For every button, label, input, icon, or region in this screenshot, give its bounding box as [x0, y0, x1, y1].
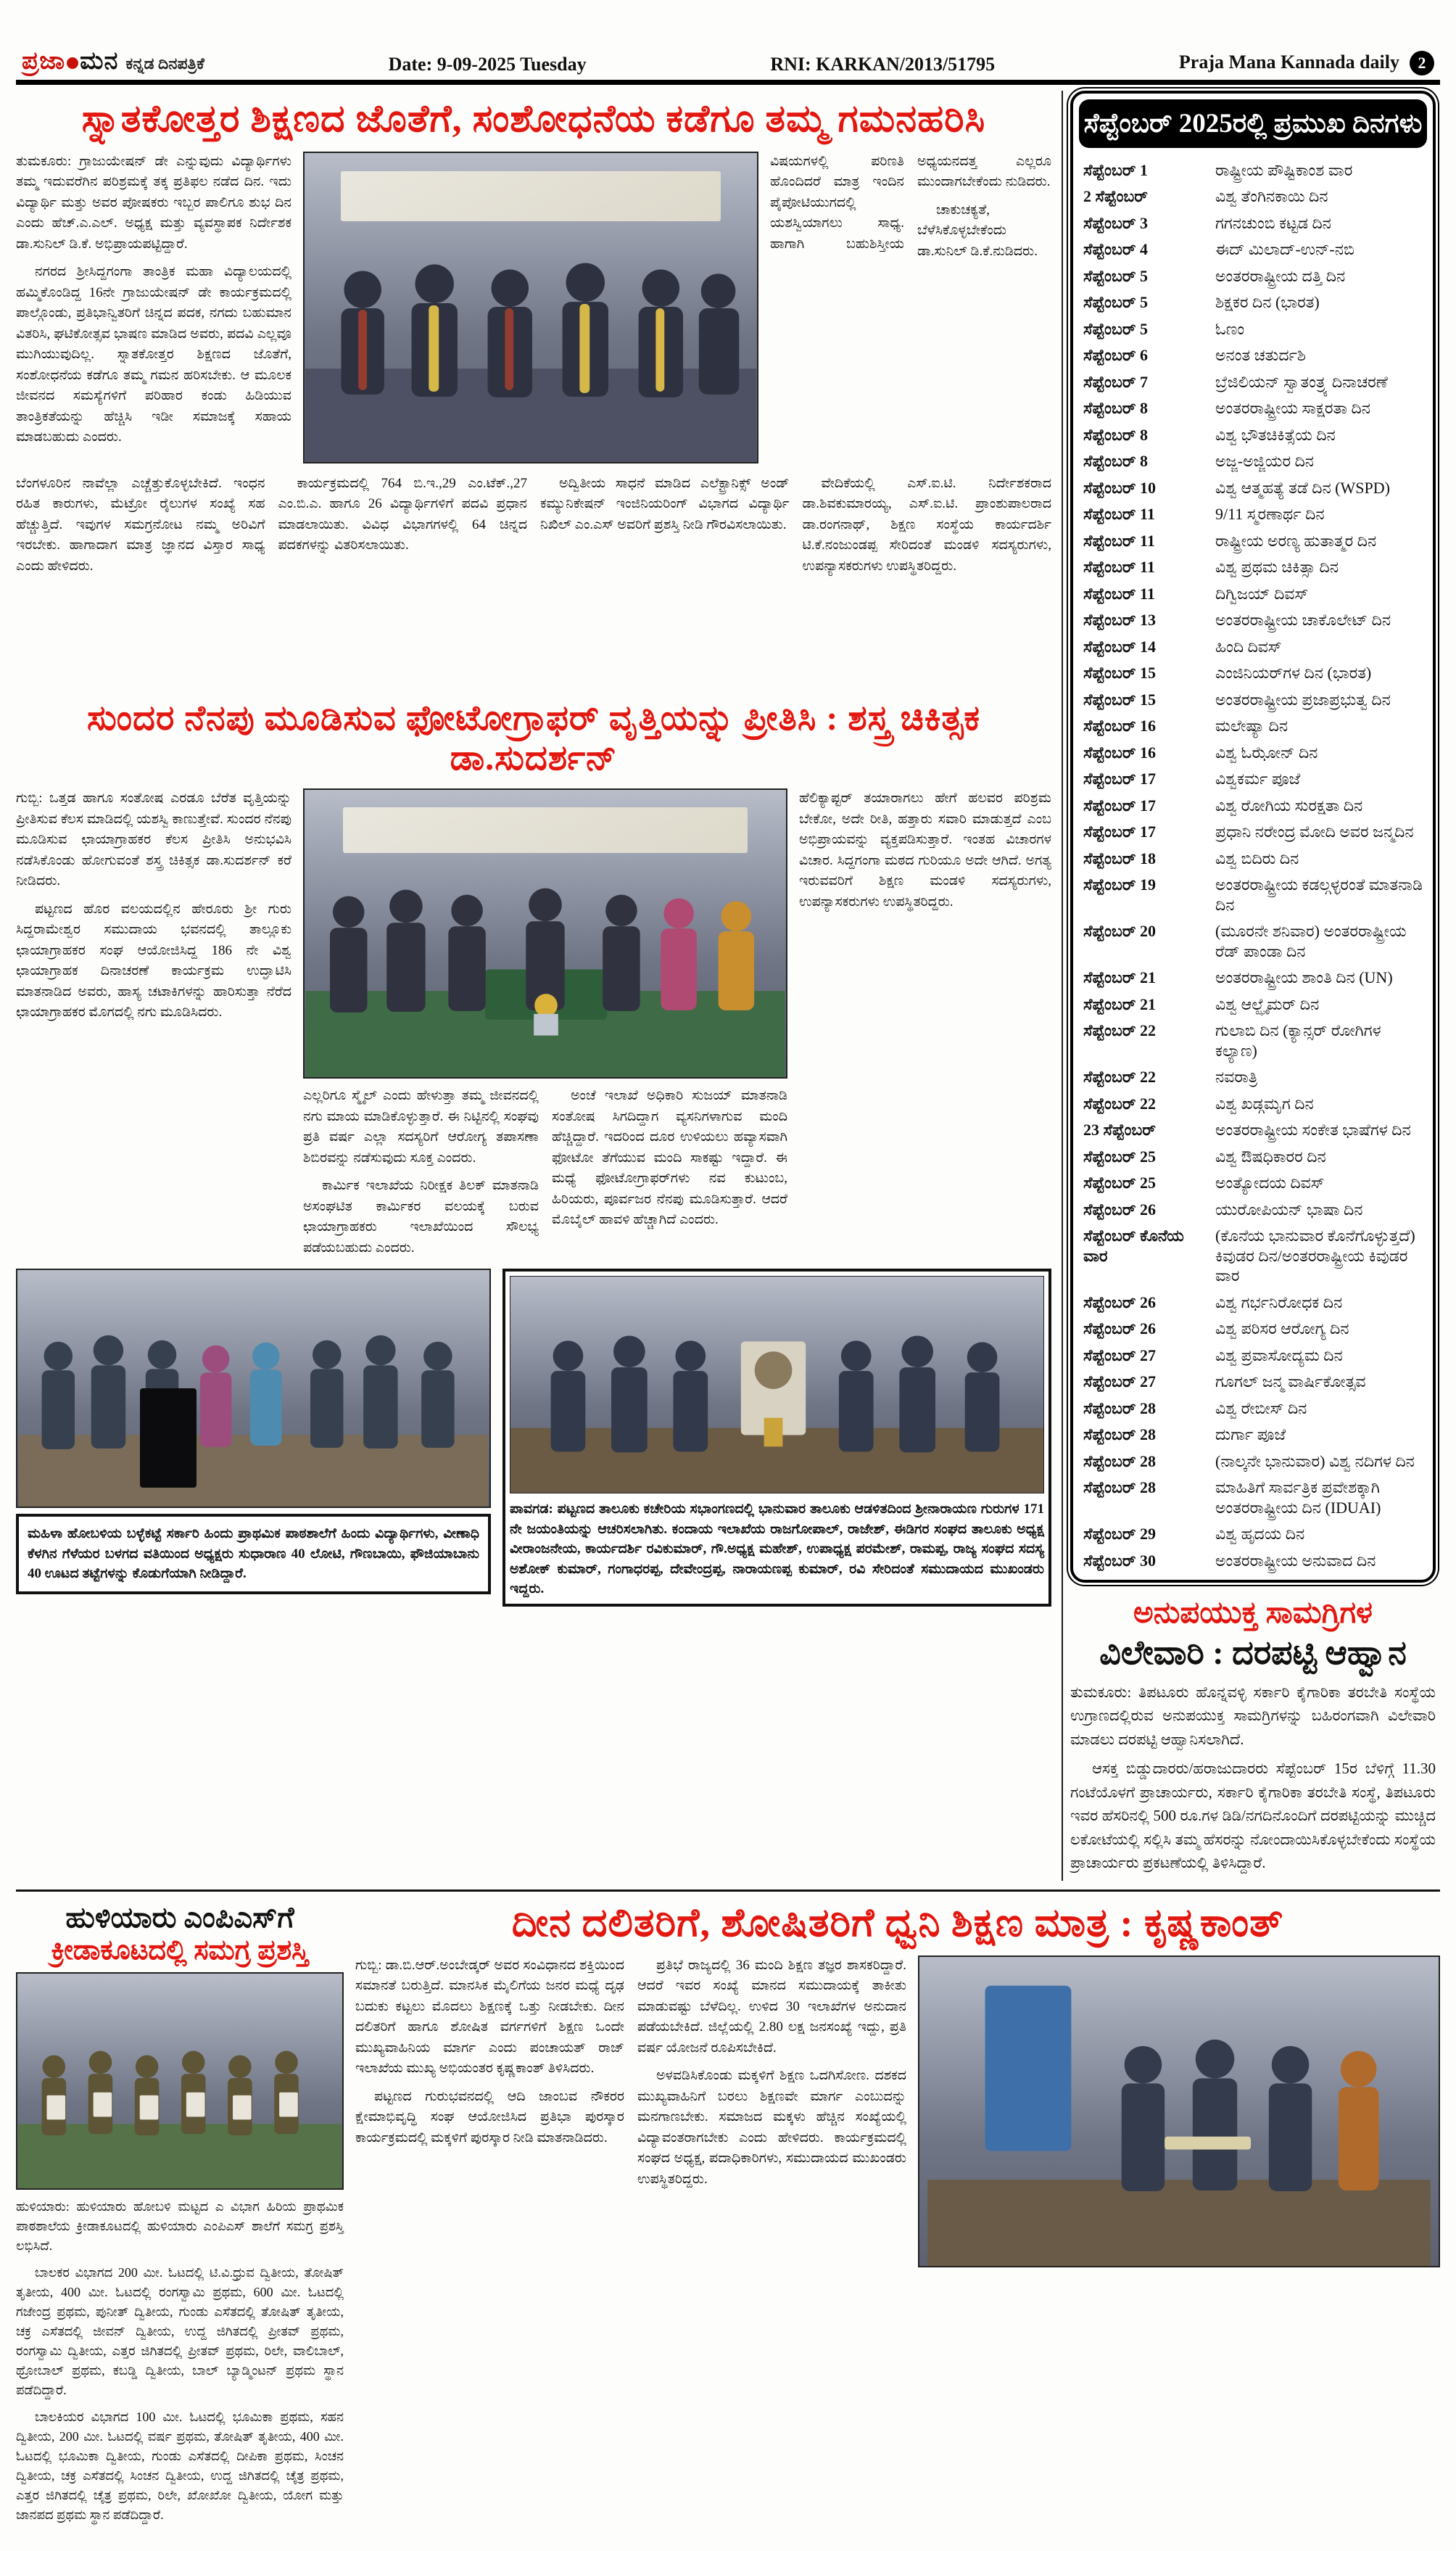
- event-name: ವಿಶ್ವಕರ್ಮ ಪೂಜೆ: [1215, 770, 1301, 788]
- event-row: [1079, 263, 1427, 289]
- logo-part1: ಪ್ರಜಾ: [22, 48, 66, 75]
- speaker-box: [140, 1388, 197, 1488]
- event-row: [1079, 1064, 1427, 1091]
- jayanti-photo-figures: [510, 1277, 1043, 1493]
- article-education-speech: [355, 1900, 1440, 2532]
- article1-body-row: [16, 152, 1051, 463]
- event-name: ದುರ್ಗಾ ಪೂಜೆ: [1215, 1425, 1286, 1443]
- event-row: [1079, 1521, 1427, 1548]
- event-name: ಪ್ರಧಾನಿ ನರೇಂದ್ರ ಮೋದಿ ಅವರ ಜನ್ಮದಿನ: [1215, 823, 1414, 841]
- body-paragraph: ವೇದಿಕೆಯಲ್ಲಿ ಎಸ್.ಐ.ಟಿ. ನಿರ್ದೇಶಕರಾದ ಡಾ.ಶಿವಕುಮಾರಯ್ಯ, ಎಸ್.ಐ.ಟಿ. ಪ್ರಾಂಶುಪಾಲರಾದ ಡಾ.ರಂಗನಾಥ್, ಶಿಕ್ಷಣ ಸಂಸ್ಥೆಯ ಕಾರ್ಯದರ್ಶಿ ಟಿ.ಕೆ.ನಂಜುಂಡಪ್ಪ ಸೇರಿದಂತೆ ಮಂಡಳಿ ಸದಸ್ಯರುಗಳು, ಉಪನ್ಯಾಸಕರುಗಳು ಉಪಸ್ಥಿತರಿದ್ದರು.: [802, 475, 1051, 574]
- event-name: ದಿಗ್ವಿಜಯ್ ದಿವಸ್: [1215, 584, 1309, 603]
- event-name: ವಿಶ್ವ ಪ್ರಥಮ ಚಿಕಿತ್ಸಾ ದಿನ: [1215, 558, 1339, 576]
- event-row: [1079, 766, 1427, 793]
- event-date: 2 ಸೆಪ್ಟೆಂಬರ್: [1083, 187, 1149, 205]
- event-row: [1079, 395, 1427, 422]
- event-date: ಸೆಪ್ಟೆಂಬರ್ 11: [1083, 505, 1155, 523]
- tender-headline-black: ವಿಲೇವಾರಿ : ದರಪಟ್ಟಿ ಆಹ್ವಾನ: [1099, 1633, 1407, 1671]
- event-name: ಅಂತರರಾಷ್ಟ್ರೀಯ ಸಾಕ್ಷರತಾ ದಿನ: [1215, 399, 1370, 417]
- sports-headline-line1: ಹುಳಿಯಾರು ಎಂಪಿಎಸ್‌ಗೆ: [65, 1900, 294, 1934]
- ceremony-photo-figures: [919, 1957, 1439, 2266]
- event-name: ವಿಶ್ವ ಖಡ್ಗಮೃಗ ದಿನ: [1215, 1094, 1314, 1113]
- event-name: ಅಂತರರಾಷ್ಟ್ರೀಯ ಕಡಲ್ಗಳ್ಳರಂತೆ ಮಾತನಾಡಿ ದಿನ: [1215, 875, 1423, 914]
- event-date: ಸೆಪ್ಟೆಂಬರ್ 27: [1083, 1345, 1157, 1364]
- event-name: (ಮೂರನೇ ಶನಿವಾರ) ಅಂತರರಾಷ್ಟ್ರೀಯ ರೆಡ್ ಪಾಂಡಾ ದಿನ: [1215, 922, 1407, 960]
- event-date: ಸೆಪ್ಟೆಂಬರ್ 15: [1083, 690, 1157, 709]
- event-name: ಅಂತ್ಯೋದಯ ದಿವಸ್: [1215, 1174, 1325, 1192]
- article2-below-photo-columns: [303, 1086, 787, 1258]
- event-date: ಸೆಪ್ಟೆಂಬರ್ 8: [1083, 452, 1149, 470]
- body-paragraph: ಪಟ್ಟಣದ ಗುರುಭವನದಲ್ಲಿ ಆದಿ ಜಾಂಬವ ನೌಕರರ ಕ್ಷೇಮಾಭಿವೃದ್ಧಿ ಸಂಘ ಆಯೋಜಿಸಿದ ಪ್ರತಿಭಾ ಪುರಸ್ಕಾರ ಕಾರ್ಯಕ್ರಮದಲ್ಲಿ ಮಕ್ಕಳಿಗೆ ಪುರಸ್ಕಾರ ನೀಡಿ ಮಾತನಾಡಿದರು.: [355, 2088, 624, 2146]
- event-date: ಸೆಪ್ಟೆಂಬರ್ 14: [1083, 637, 1157, 656]
- event-name: ಓಣಂ: [1215, 319, 1245, 338]
- september-days-list: [1079, 157, 1427, 1574]
- page-number-badge: 2: [1410, 51, 1434, 75]
- event-name: ಅಂತರರಾಷ್ಟ್ರೀಯ ಅನುವಾದ ದಿನ: [1215, 1551, 1376, 1570]
- sports-headline-line2: ಕ್ರೀಡಾಕೂಟದಲ್ಲಿ ಸಮಗ್ರ ಪ್ರಶಸ್ತಿ: [51, 1934, 309, 1966]
- article2-col-left: [16, 788, 291, 1258]
- event-row: [1079, 289, 1427, 316]
- event-date: ಸೆಪ್ಟೆಂಬರ್ 28: [1083, 1478, 1157, 1496]
- sports-winners-photo: [16, 1972, 344, 2190]
- event-name: ರಾಷ್ಟ್ರೀಯ ಅರಣ್ಯ ಹುತಾತ್ಮರ ದಿನ: [1215, 531, 1377, 550]
- article2-photo-stack: [303, 788, 787, 1258]
- event-name: ಅಂತರರಾಷ್ಟ್ರೀಯ ಚಾಕೊಲೇಟ್ ದಿನ: [1215, 611, 1391, 629]
- masthead-logo: [22, 48, 204, 75]
- event-name: ವಿಶ್ವ ರೋಗಿಯ ಸುರಕ್ಷತಾ ದಿನ: [1215, 796, 1363, 815]
- logo-subtitle: ಕನ್ನಡ ದಿನಪತ್ರಿಕೆ: [125, 54, 204, 73]
- tender-headline-red: ಅನುಪಯುಕ್ತ ಸಾಮಗ್ರಿಗಳ: [1133, 1596, 1373, 1630]
- article2-col-right: [799, 788, 1051, 1258]
- article-sports-award: [16, 1900, 344, 2532]
- event-row: [1079, 660, 1427, 687]
- page-content: [16, 91, 1440, 1881]
- event-name: ಅನಂತ ಚತುರ್ದಶಿ: [1215, 346, 1306, 364]
- event-date: ಸೆಪ್ಟೆಂಬರ್ 26: [1083, 1293, 1157, 1311]
- article-graduation-day: [16, 98, 1051, 691]
- donation-note-box: [16, 1514, 491, 1594]
- award-ceremony-photo: [918, 1956, 1440, 2267]
- event-row: [1079, 1196, 1427, 1223]
- event-row: [1079, 1448, 1427, 1475]
- graduation-photo-figures: [305, 153, 757, 462]
- event-date: ಸೆಪ್ಟೆಂಬರ್ 10: [1083, 478, 1157, 497]
- event-row: [1079, 448, 1427, 475]
- event-name: ಅಂತರರಾಷ್ಟ್ರೀಯ ದತ್ತಿ ದಿನ: [1215, 266, 1346, 285]
- event-row: [1079, 845, 1427, 872]
- event-name: ರಾಷ್ಟ್ರೀಯ ಪೌಷ್ಟಿಕಾಂಶ ವಾರ: [1215, 160, 1353, 179]
- event-name: ವಿಶ್ವ ಭೌತಚಿಕಿತ್ಸೆಯ ದಿನ: [1215, 425, 1336, 444]
- event-row: [1079, 872, 1427, 918]
- event-date: ಸೆಪ್ಟೆಂಬರ್ 4: [1083, 240, 1149, 258]
- body-paragraph: ಚಾಕುಚಕ್ಯತೆ, ಬೆಳೆಸಿಕೊಳ್ಳಬೇಕೆಂದು ಡಾ.ಸುನಿಲ್ ಡಿ.ಕೆ.ನುಡಿದರು.: [917, 202, 1038, 259]
- event-row: [1079, 1342, 1427, 1369]
- event-row: [1079, 1170, 1427, 1197]
- body-paragraph: ಹುಳಿಯಾರು: ಹುಳಿಯಾರು ಹೋಬಳಿ ಮಟ್ಟದ ಎ ವಿಭಾಗ ಹಿರಿಯ ಪ್ರಾಥಮಿಕ ಪಾಠಶಾಲೆಯ ಕ್ರೀಡಾಕೂಟದಲ್ಲಿ ಹುಳಿಯಾರು ಎಂಪಿಎಸ್ ಶಾಲೆಗೆ ಸಮಗ್ರ ಪ್ರಶಸ್ತಿ ಲಭಿಸಿದೆ.: [16, 2198, 344, 2253]
- body-paragraph: ನಗರದ ಶ್ರೀಸಿದ್ದಗಂಗಾ ತಾಂತ್ರಿಕ ಮಹಾ ವಿದ್ಯಾಲಯದಲ್ಲಿ ಹಮ್ಮಿಕೊಂಡಿದ್ದ 16ನೇ ಗ್ರಾಜುಯೇಷನ್ ಡೇ ಕಾರ್ಯಕ್ರಮದಲ್ಲಿ ಪಾಲ್ಗೊಂಡು, ಪ್ರತಿಭಾನ್ವಿತರಿಗೆ ಚಿನ್ನದ ಪದಕ, ನಗದು ಬಹುಮಾನ ವಿತರಿಸಿ, ಘಟಿಕೋತ್ಸವ ಭಾಷಣ ಮಾಡಿದ ಅವರು, ಪದವಿ ಎಲ್ಲವೂ ಮುಗಿಯುವುದಿಲ್ಲ. ಸ್ನಾತಕೋತ್ತರ ಶಿಕ್ಷಣದ ಜೊತೆಗೆ, ಸಂಶೋಧನೆಯ ಕಡೆಗೂ ತಮ್ಮ ಗಮನ ಹರಿಸಬೇಕು. ಆ ಮೂಲಕ ಜೀವನದ ಸಮಸ್ಯೆಗಳಿಗೆ ಪರಿಹಾರ ಕಂಡು ಹಿಡಿಯುವ ತಾಂತ್ರಿಕತೆಯನ್ನು ಹೆಚ್ಚಿಸಿ ಇಡೀ ಸಮಾಜಕ್ಕೆ ಸಹಾಯ ಮಾಡಬಹುದು ಎಂದರು.: [16, 264, 291, 445]
- event-name: ಗುಲಾಬಿ ದಿನ (ಕ್ಯಾನ್ಸರ್ ರೋಗಿಗಳ ಕಲ್ಯಾಣ): [1215, 1021, 1381, 1060]
- event-date: ಸೆಪ್ಟೆಂಬರ್ 28: [1083, 1451, 1157, 1470]
- body-paragraph: ಬಾಲಕರ ವಿಭಾಗದ 200 ಮೀ. ಓಟದಲ್ಲಿ ಟಿ.ವಿ.ಧ್ರುವ ದ್ವಿತೀಯ, ತೋಷಿತ್ ತೃತೀಯ, 400 ಮೀ. ಓಟದಲ್ಲಿ ರಂಗಸ್ವಾಮಿ ಪ್ರಥಮ, 600 ಮೀ. ಓಟದಲ್ಲಿ ಗಜೇಂದ್ರ ಪ್ರಥಮ, ಪುನೀತ್ ದ್ವಿತೀಯ, ಗುಂಡು ಎಸೆತದಲ್ಲಿ ತೋಷಿತ್ ತೃತೀಯ, ಚಕ್ರ ಎಸೆತದಲ್ಲಿ ಜೀವನ್ ದ್ವಿತೀಯ, ಉದ್ದ ಜಿಗಿತದಲ್ಲಿ ಪ್ರೀತವ್ ಪ್ರಥಮ, ರಂಗಸ್ವಾಮಿ ದ್ವಿತೀಯ, ಎತ್ತರ ಜಿಗಿತದಲ್ಲಿ ಪ್ರೀತವ್ ಪ್ರಥಮ, ರಿಲೇ, ವಾಲಿಬಾಲ್, ಥ್ರೋಬಾಲ್ ಪ್ರಥಮ, ಕಬಡ್ಡಿ ದ್ವಿತೀಯ, ಬಾಲ್ ಬ್ಯಾಡ್ಮಿಂಟನ್ ಪ್ರಥಮ ಸ್ಥಾನ ಪಡೆದಿದ್ದಾರೆ.: [16, 2264, 344, 2397]
- event-name: ಗಗನಚುಂಬಿ ಕಟ್ಟಡ ದಿನ: [1215, 213, 1331, 232]
- event-date: 23 ಸೆಪ್ಟೆಂಬರ್: [1083, 1121, 1157, 1139]
- september-days-title: ಸೆಪ್ಟೆಂಬರ್ 2025ರಲ್ಲಿ ಪ್ರಮುಖ ದಿನಗಳು: [1079, 99, 1427, 148]
- speech-headline: ದೀನ ದಲಿತರಿಗೆ, ಶೋಷಿತರಿಗೆ ಧ್ವನಿ ಶಿಕ್ಷಣ ಮಾತ್ರ : ಕೃಷ್ಣಕಾಂತ್: [511, 1900, 1284, 1945]
- event-date: ಸೆಪ್ಟೆಂಬರ್ 16: [1083, 743, 1157, 762]
- event-name: ಬ್ರೆಜಿಲಿಯನ್ ಸ್ವಾತಂತ್ರ್ಯ ದಿನಾಚರಣೆ: [1215, 372, 1388, 391]
- event-date: ಸೆಪ್ಟೆಂಬರ್ 22: [1083, 1068, 1157, 1086]
- event-name: ವಿಶ್ವ ಔಷಧಿಕಾರರ ದಿನ: [1215, 1147, 1326, 1166]
- event-name: ನವರಾತ್ರಿ: [1215, 1068, 1258, 1086]
- event-name: 9/11 ಸ್ಮರಣಾರ್ಥ ದಿನ: [1215, 505, 1325, 523]
- event-row: [1079, 965, 1427, 992]
- event-date: ಸೆಪ್ಟೆಂಬರ್ 5: [1083, 293, 1149, 311]
- article1-headline: ಸ್ನಾತಕೋತ್ತರ ಶಿಕ್ಷಣದ ಜೊತೆಗೆ, ಸಂಶೋಧನೆಯ ಕಡೆಗೂ ತಮ್ಮ ಗಮನಹರಿಸಿ: [81, 99, 986, 140]
- event-date: ಸೆಪ್ಟೆಂಬರ್ 11: [1083, 531, 1155, 550]
- event-name: ಶಿಕ್ಷಕರ ದಿನ (ಭಾರತ): [1215, 293, 1320, 311]
- event-date: ಸೆಪ್ಟೆಂಬರ್ 8: [1083, 399, 1149, 417]
- event-name: ವಿಶ್ವ ಹೃದಯ ದಿನ: [1215, 1525, 1305, 1543]
- body-paragraph: ಗುಬ್ಬಿ: ಒತ್ತಡ ಹಾಗೂ ಸಂತೋಷ ಎರಡೂ ಬೆರೆತ ವೃತ್ತಿಯನ್ನು ಪ್ರೀತಿಸುವ ಕೆಲಸ ಮಾಡಿದಲ್ಲಿ ಯಶಸ್ವಿ ಕಾಣುತ್ತೇವೆ. ಸುಂದರ ನೆನಪು ಮೂಡಿಸುವ ಛಾಯಾಗ್ರಾಹಕರ ಕೆಲಸ ಪ್ರೀತಿಸಿ ಅನುಭವಿಸಿ ನಡೆಸಿಕೊಂಡು ಹೋಗುವಂತೆ ಶಸ್ತ್ರ ಚಿಕಿತ್ಸಕ ಡಾ.ಸುದರ್ಶನ್ ಕರೆ ನೀಡಿದರು.: [16, 791, 291, 889]
- bottom-row: [16, 1900, 1440, 2532]
- event-name: (ನಾಲ್ಕನೇ ಭಾನುವಾರ) ವಿಶ್ವ ನದಿಗಳ ದಿನ: [1215, 1451, 1415, 1470]
- event-name: ಅಂತರರಾಷ್ಟ್ರೀಯ ಸಂಕೇತ ಭಾಷೆಗಳ ದಿನ: [1215, 1121, 1411, 1139]
- body-paragraph: ತುಮಕೂರು: ಗ್ರಾಜುಯೇಷನ್ ಡೇ ಎನ್ನುವುದು ವಿದ್ಯಾರ್ಥಿಗಳು ತಮ್ಮ ಇದುವರೆಗಿನ ಪರಿಶ್ರಮಕ್ಕೆ ತಕ್ಕ ಪ್ರತಿಫಲ ನಡೆದ ದಿನ. ಇದು ವಿದ್ಯಾರ್ಥಿ ಮತ್ತು ಅವರ ಪೋಷಕರು ಇಬ್ಬರ ಪಾಲಿಗೂ ಶುಭ ದಿನ ಎಂದು ಹೆಚ್.ಎ.ಎಲ್. ಅಧ್ಯಕ್ಷ ಮತ್ತು ವ್ಯವಸ್ಥಾಪಕ ನಿರ್ದೇಶಕ ಡಾ.ಸುನಿಲ್ ಡಿ.ಕೆ. ಅಭಿಪ್ರಾಯಪಟ್ಟಿದ್ದಾರೆ.: [16, 153, 291, 252]
- event-date: ಸೆಪ್ಟೆಂಬರ್ 27: [1083, 1372, 1157, 1390]
- event-name: (ಕೊನೆಯ ಭಾನುವಾರ ಕೊನೆಗೊಳ್ಳುತ್ತದೆ) ಕಿವುಡರ ದಿನ/ಅಂತರರಾಷ್ಟ್ರೀಯ ಕಿವುಡರ ವಾರ: [1215, 1227, 1415, 1285]
- event-row: [1079, 686, 1427, 713]
- event-row: [1079, 157, 1427, 184]
- tender-notice-article: [1070, 1596, 1436, 1875]
- event-name: ಗೂಗಲ್ ಜನ್ಮ ವಾರ್ಷಿಕೋತ್ಸವ: [1215, 1372, 1366, 1390]
- right-rail: [1062, 91, 1436, 1881]
- pavagada-jayanti-photo: [510, 1276, 1044, 1493]
- body-paragraph: ಎಲ್ಲರಿಗೂ ಸ್ಮೈಲ್ ಎಂದು ಹೇಳುತ್ತಾ ತಮ್ಮ ಜೀವನದಲ್ಲಿ ನಗು ಮಾಯ ಮಾಡಿಕೊಳ್ಳುತ್ತಾರೆ. ಈ ನಿಟ್ಟಿನಲ್ಲಿ ಸಂಘವು ಪ್ರತಿ ವರ್ಷ ಎಲ್ಲಾ ಸದಸ್ಯರಿಗೆ ಆರೋಗ್ಯ ತಪಾಸಣಾ ಶಿಬಿರವನ್ನು ನಡೆಸುವುದು ಸೂಕ್ತ ಎಂದರು.: [303, 1088, 539, 1166]
- event-date: ಸೆಪ್ಟೆಂಬರ್ 7: [1083, 372, 1149, 391]
- group-photo-figures: [17, 1270, 489, 1507]
- event-name: ವಿಶ್ವ ಓಝೋನ್ ದಿನ: [1215, 743, 1318, 762]
- event-row: [1079, 1090, 1427, 1117]
- event-row: [1079, 421, 1427, 448]
- event-row: [1079, 739, 1427, 766]
- event-name: ಎಂಜಿನಿಯರ್‌ಗಳ ದಿನ (ಭಾರತ): [1215, 664, 1372, 682]
- community-group-photo: [16, 1269, 491, 1508]
- section-divider: [16, 1889, 1440, 1892]
- event-name: ಯುರೋಪಿಯನ್ ಭಾಷಾ ದಿನ: [1215, 1200, 1363, 1219]
- september-days-box: [1070, 91, 1436, 1583]
- event-row: [1079, 713, 1427, 740]
- event-row: [1079, 527, 1427, 554]
- event-name: ಈದ್ ಮಿಲಾದ್-ಉನ್-ನಬಿ: [1215, 240, 1354, 258]
- event-date: ಸೆಪ್ಟೆಂಬರ್ 3: [1083, 213, 1149, 232]
- event-row: [1079, 184, 1427, 210]
- event-name: ವಿಶ್ವ ಆತ್ಮಹತ್ಯೆ ತಡೆ ದಿನ (WSPD): [1215, 478, 1390, 497]
- event-date: ಸೆಪ್ಟೆಂಬರ್ 28: [1083, 1425, 1157, 1443]
- event-name: ವಿಶ್ವ ಪ್ರವಾಸೋದ್ಯಮ ದಿನ: [1215, 1345, 1343, 1364]
- body-paragraph: ತುಮಕೂರು: ತಿಪಟೂರು ಹೊನ್ನವಳ್ಳಿ ಸರ್ಕಾರಿ ಕೈಗಾರಿಕಾ ತರಬೇತಿ ಸಂಸ್ಥೆಯ ಉಗ್ರಾಣದಲ್ಲಿರುವ ಅನುಪಯುಕ್ತ ಸಾಮಗ್ರಿಗಳನ್ನು ಬಹಿರಂಗವಾಗಿ ವಿಲೇವಾರಿ ಮಾಡಲು ದರಪಟ್ಟಿ ಆಹ್ವಾನಿಸಲಾಗಿದೆ.: [1070, 1683, 1436, 1748]
- event-date: ಸೆಪ್ಟೆಂಬರ್ 17: [1083, 823, 1157, 841]
- event-row: [1079, 368, 1427, 395]
- event-date: ಸೆಪ್ಟೆಂಬರ್ 6: [1083, 346, 1149, 364]
- body-paragraph: ಬೆಂಗಳೂರಿನ ನಾವೆಲ್ಲಾ ಎಚ್ಚೆತ್ತುಕೊಳ್ಳಬೇಕಿದೆ. ಇಂಧನ ರಹಿತ ಕಾರುಗಳು, ಮೆಟ್ರೋ ರೈಲುಗಳ ಸಂಖ್ಯೆ ಸಹ ಹೆಚ್ಚುತ್ತಿದೆ. ಇವುಗಳ ಸಮಗ್ರನೋಟ ನಮ್ಮ ಅರಿವಿಗೆ ಇರಬೇಕು. ಹಾಗಾದಾಗ ಮಾತ್ರ ಜ್ಞಾನದ ವಿಸ್ತಾರ ಸಾಧ್ಯ ಎಂದು ಹೇಳಿದರು.: [16, 475, 265, 574]
- article1-graduation-photo: [303, 152, 758, 463]
- body-paragraph: ಅಳವಡಿಸಿಕೊಂಡು ಮಕ್ಕಳಿಗೆ ಶಿಕ್ಷಣ ಒದಗಿಸೋಣ. ದಶಕದ ಮುಖ್ಯವಾಹಿನಿಗೆ ಬರಲು ಶಿಕ್ಷಣವೇ ಮಾರ್ಗ ಎಂಬುದನ್ನು ಮನಗಾಣಬೇಕು. ಸಮಾಜದ ಮಕ್ಕಳು ಹೆಚ್ಚಿನ ಸಂಖ್ಯೆಯಲ್ಲಿ ವಿದ್ಯಾವಂತರಾಗಬೇಕು ಎಂದು ಹೇಳಿದರು. ಕಾರ್ಯಕ್ರಮದಲ್ಲಿ ಸಂಘದ ಅಧ್ಯಕ್ಷ, ಪದಾಧಿಕಾರಿಗಳು, ಸಮುದಾಯದ ಮುಖಂಡರು ಉಪಸ್ಥಿತರಿದ್ದರು.: [637, 2068, 906, 2187]
- body-paragraph: ಅಂಚೆ ಇಲಾಖೆ ಅಧಿಕಾರಿ ಸುಜಯ್ ಮಾತನಾಡಿ ಸಂತೋಷ ಸಿಗದಿದ್ದಾಗ ವ್ಯಸನಿಗಳಾಗುವ ಮಂದಿ ಹೆಚ್ಚಿದ್ದಾರೆ. ಇದರಿಂದ ದೂರ ಉಳಿಯಲು ಹವ್ಯಾಸವಾಗಿ ಫೋಟೋ ತೆಗೆಯುವ ಮಂದಿ ಸಾಕಷ್ಟು ಇದ್ದಾರೆ. ಈ ಮಧ್ಯೆ ಫೋಟೋಗ್ರಾಫರ್‌ಗಳು ನವ ಕುಟುಂಬ, ಹಿರಿಯರು, ಪೂರ್ವಜರ ನೆನಪು ಮೂಡಿಸುತ್ತಾರೆ. ಆದರೆ ಮೊಬೈಲ್ ಹಾವಳಿ ಹೆಚ್ಚಾಗಿದೆ ಎಂದರು.: [552, 1088, 787, 1228]
- article2-lower-strip: [16, 1269, 1051, 1607]
- event-date: ಸೆಪ್ಟೆಂಬರ್ 5: [1083, 319, 1149, 338]
- body-paragraph: ಪ್ರತಿಭೆ ರಾಜ್ಯದಲ್ಲಿ 36 ಮಂದಿ ಶಿಕ್ಷಣ ತಜ್ಞರ ಶಾಸಕರಿದ್ದಾರೆ. ಆದರೆ ಇವರ ಸಂಖ್ಯೆ ಮಾನದ ಸಮುದಾಯಕ್ಕೆ ತಾಕೀತು ಮಾಡುವಷ್ಟು ಬೆಳೆದಿಲ್ಲ. ಉಳಿದ 30 ಇಲಾಖೆಗಳ ಅನುದಾನ ಪಡೆಯಬೇಕಿದೆ. ಜಿಲ್ಲೆಯಲ್ಲಿ 2.80 ಲಕ್ಷ ಜನಸಂಖ್ಯೆ ಇದ್ದು, ಪ್ರತಿ ವರ್ಷ ಯೋಜನೆ ರೂಪಿಸಬೇಕಿದೆ.: [637, 1957, 906, 2056]
- article2-body-row: [16, 788, 1051, 1258]
- event-date: ಸೆಪ್ಟೆಂಬರ್ 17: [1083, 770, 1157, 788]
- event-date: ಸೆಪ್ಟೆಂಬರ್ 5: [1083, 266, 1149, 285]
- event-date: ಸೆಪ್ಟೆಂಬರ್ 11: [1083, 558, 1155, 576]
- event-name: ಮಾಹಿತಿಗೆ ಸಾರ್ವತ್ರಿಕ ಪ್ರವೇಶಕ್ಕಾಗಿ ಅಂತರರಾಷ್ಟ್ರೀಯ ದಿನ (IDUAI): [1215, 1478, 1381, 1517]
- event-name: ಅಜ್ಜ-ಅಜ್ಜಿಯರ ದಿನ: [1215, 452, 1315, 470]
- event-row: [1079, 1223, 1427, 1290]
- event-row: [1079, 792, 1427, 819]
- event-date: ಸೆಪ್ಟೆಂಬರ್ 19: [1083, 875, 1157, 894]
- event-row: [1079, 918, 1427, 965]
- article2-headline: ಸುಂದರ ನೆನಪು ಮೂಡಿಸುವ ಫೋಟೋಗ್ರಾಫರ್ ವೃತ್ತಿಯನ್ನು ಪ್ರೀತಿಸಿ : ಶಸ್ತ್ರ ಚಿಕಿತ್ಸಕ ಡಾ.ಸುದರ್ಶನ್: [86, 698, 980, 778]
- body-paragraph: ಅದ್ವಿತೀಯ ಸಾಧನೆ ಮಾಡಿದ ಎಲೆಕ್ಟ್ರಾನಿಕ್ಸ್ ಅಂಡ್ ಕಮ್ಯುನಿಕೇಷನ್ ಇಂಜಿನಿಯರಿಂಗ್ ವಿಭಾಗದ ವಿದ್ಯಾರ್ಥಿ ನಿಖಿಲ್ ಎಂ.ಎಸ್ ಅವರಿಗೆ ಪ್ರಶಸ್ತಿ ನೀಡಿ ಗೌರವಿಸಲಾಯಿತು.: [540, 475, 790, 532]
- event-row: [1079, 316, 1427, 342]
- body-paragraph: ಕಾರ್ಯಕ್ರಮದಲ್ಲಿ 764 ಬಿ.ಇ.,29 ಎಂ.ಟೆಕ್.,27 ಎಂ.ಬಿ.ಎ. ಹಾಗೂ 26 ವಿದ್ಯಾರ್ಥಿಗಳಿಗೆ ಪದವಿ ಪ್ರಧಾನ ಮಾಡಲಾಯಿತು. ವಿವಿಧ ವಿಭಾಗಗಳಲ್ಲಿ 64 ಚಿನ್ನದ ಪದಕಗಳನ್ನು ವಿತರಿಸಲಾಯಿತು.: [278, 475, 527, 553]
- logo-text: [22, 48, 118, 75]
- event-date: ಸೆಪ್ಟೆಂಬರ್ 13: [1083, 611, 1157, 629]
- event-row: [1079, 1289, 1427, 1316]
- event-date: ಸೆಪ್ಟೆಂಬರ್ 22: [1083, 1094, 1157, 1113]
- event-name: ಮಲೇಷ್ಯಾ ದಿನ: [1215, 717, 1289, 735]
- event-date: ಸೆಪ್ಟೆಂಬರ್ 25: [1083, 1174, 1157, 1192]
- winners-photo-figures: [17, 1974, 342, 2188]
- pavagada-caption-box: [502, 1269, 1051, 1607]
- event-date: ಸೆಪ್ಟೆಂಬರ್ 21: [1083, 994, 1157, 1013]
- body-paragraph: ಆಸಕ್ತ ಬಿಡ್ಡುದಾರರು/ಹರಾಜುದಾರರು ಸೆಪ್ಟೆಂಬರ್ 15ರ ಬೆಳಿಗ್ಗೆ 11.30 ಗಂಟೆಯೊಳಗೆ ಪ್ರಾಚಾರ್ಯರು, ಸರ್ಕಾರಿ ಕೈಗಾರಿಕಾ ತರಬೇತಿ ಸಂಸ್ಥೆ, ತಿಪಟೂರು ಇವರ ಹೆಸರಿನಲ್ಲಿ 500 ರೂ.ಗಳ ಡಿಡಿ/ನಗದಿನೊಂದಿಗೆ ದರಪಟ್ಟಿಯನ್ನು ಮುಚ್ಚಿದ ಲಕೋಟೆಯಲ್ಲಿ ಸಲ್ಲಿಸಿ ತಮ್ಮ ಹೆಸರನ್ನು ನೋಂದಾಯಿಸಿಕೊಳ್ಳಬೇಕೆಂದು ಸಂಸ್ಥೆಯ ಪ್ರಾಚಾರ್ಯರು ಪ್ರಕಟಣೆಯಲ್ಲಿ ತಿಳಿಸಿದ್ದಾರೆ.: [1070, 1760, 1436, 1872]
- event-row: [1079, 1422, 1427, 1448]
- event-row: [1079, 1547, 1427, 1574]
- event-name: ಅಂತರರಾಷ್ಟ್ರೀಯ ಪ್ರಜಾಪ್ರಭುತ್ವ ದಿನ: [1215, 690, 1391, 709]
- event-date: ಸೆಪ್ಟೆಂಬರ್ 1: [1083, 160, 1149, 179]
- event-date: ಸೆಪ್ಟೆಂಬರ್ 21: [1083, 968, 1157, 986]
- event-row: [1079, 210, 1427, 236]
- article2-event-photo: [303, 788, 787, 1079]
- event-date: ಸೆಪ್ಟೆಂಬರ್ 8: [1083, 425, 1149, 444]
- logo-gem-icon: [67, 57, 78, 69]
- event-row: [1079, 991, 1427, 1018]
- left-photo-block: [16, 1269, 491, 1607]
- event-date: ಸೆಪ್ಟೆಂಬರ್ 16: [1083, 717, 1157, 735]
- masthead-rni: RNI: KARKAN/2013/51795: [770, 54, 996, 75]
- event-date: ಸೆಪ್ಟೆಂಬರ್ 20: [1083, 922, 1157, 940]
- event-row: [1079, 607, 1427, 634]
- event-name: ವಿಶ್ವ ಆಲ್ಝೈಮರ್ ದಿನ: [1215, 994, 1320, 1013]
- event-row: [1079, 1018, 1427, 1064]
- event-row: [1079, 342, 1427, 369]
- event-row: [1079, 1369, 1427, 1396]
- event-name: ಹಿಂದಿ ದಿವಸ್: [1215, 637, 1282, 656]
- tender-body: [1070, 1681, 1436, 1875]
- main-column: [16, 91, 1051, 1881]
- body-paragraph: ವಿಷಯಗಳಲ್ಲಿ ಪರಿಣತಿ ಹೊಂದಿದರೆ ಮಾತ್ರ ಇಂದಿನ ಪೈಪೋಟಿಯುಗದಲ್ಲಿ ಯಶಸ್ವಿಯಾಗಲು ಸಾಧ್ಯ. ಹಾಗಾಗಿ ಬಹುಶಿಸ್ತೀಯ ಅಧ್ಯಯನದತ್ತ ಎಲ್ಲರೂ ಮುಂದಾಗಬೇಕೆಂದು ನುಡಿದರು.: [770, 153, 1051, 252]
- masthead-right: [1179, 51, 1434, 75]
- masthead: [16, 10, 1440, 85]
- event-date: ಸೆಪ್ಟೆಂಬರ್ 28: [1083, 1398, 1157, 1417]
- event-date: ಸೆಪ್ಟೆಂಬರ್ ಕೊನೆಯ ವಾರ: [1083, 1227, 1184, 1265]
- event-name: ವಿಶ್ವ ತೆಂಗಿನಕಾಯಿ ದಿನ: [1215, 187, 1328, 205]
- event-row: [1079, 1475, 1427, 1521]
- event-row: [1079, 1143, 1427, 1170]
- event-name: ವಿಶ್ವ ರೇಬೀಸ್ ದಿನ: [1215, 1398, 1307, 1417]
- event-name: ಅಂತರರಾಷ್ಟ್ರೀಯ ಶಾಂತಿ ದಿನ (UN): [1215, 968, 1393, 986]
- event-row: [1079, 1316, 1427, 1343]
- event-row: [1079, 474, 1427, 501]
- event-date: ಸೆಪ್ಟೆಂಬರ್ 15: [1083, 664, 1157, 682]
- sports-body: [16, 2197, 344, 2525]
- masthead-date: Date: 9-09-2025 Tuesday: [388, 54, 587, 75]
- body-paragraph: ಗುಬ್ಬಿ: ಡಾ.ಬಿ.ಆರ್.ಅಂಬೇಡ್ಕರ್ ಅವರ ಸಂವಿಧಾನದ ಶಕ್ತಿಯಿಂದ ಸಮಾನತೆ ಬರುತ್ತಿದೆ. ಮಾನಸಿಕ ಮೈಲಿಗೆಯ ಜನರ ಮಧ್ಯೆ ದೃಢ ಬದುಕು ಕಟ್ಟಲು ಮೊದಲು ಶಿಕ್ಷಣಕ್ಕೆ ಒತ್ತು ನೀಡಬೇಕು. ದೀನ ದಲಿತರಿಗೆ ಹಾಗೂ ಶೋಷಿತ ವರ್ಗಗಳಿಗೆ ಶಿಕ್ಷಣ ಒಂದೇ ಮುಖ್ಯವಾಹಿನಿಯ ಮಾರ್ಗ ಎಂದು ಪಂಚಾಯತ್ ರಾಜ್ ಇಲಾಖೆಯ ಮುಖ್ಯ ಅಭಿಯಂತರ ಕೃಷ್ಣಕಾಂತ್ ತಿಳಿಸಿದರು.: [355, 1957, 624, 2077]
- pavagada-photo-block: [502, 1269, 1051, 1607]
- event-row: [1079, 554, 1427, 581]
- body-paragraph: ಕಾರ್ಮಿಕ ಇಲಾಖೆಯ ನಿರೀಕ್ಷಕ ತಿಲಕ್ ಮಾತನಾಡಿ ಅಸಂಘಟಿತ ಕಾರ್ಮಿಕರ ವಲಯಕ್ಕೆ ಬರುವ ಛಾಯಾಗ್ರಾಹಕರು ಇಲಾಖೆಯಿಂದ ಸೌಲಭ್ಯ ಪಡೆಯಬಹುದು ಎಂದರು.: [303, 1178, 539, 1256]
- event-date: ಸೆಪ್ಟೆಂಬರ್ 25: [1083, 1147, 1157, 1166]
- event-date: ಸೆಪ್ಟೆಂಬರ್ 29: [1083, 1525, 1157, 1543]
- event-date: ಸೆಪ್ಟೆಂಬರ್ 11: [1083, 584, 1155, 603]
- event-name: ವಿಶ್ವ ಬಿದಿರು ದಿನ: [1215, 849, 1299, 867]
- pavagada-caption-text: ಪಾವಗಡ: ಪಟ್ಟಣದ ತಾಲೂಕು ಕಚೇರಿಯ ಸಭಾಂಗಣದಲ್ಲಿ ಭಾನುವಾರ ತಾಲೂಕು ಆಡಳಿತದಿಂದ ಶ್ರೀನಾರಾಯಣ ಗುರುಗಳ 171 ನೇ ಜಯಂತಿಯನ್ನು ಆಚರಿಸಲಾಗಿತು. ಕಂದಾಯ ಇಲಾಖೆಯ ರಾಜಗೋಪಾಲ್, ರಾಜೇಶ್, ಈಡಿಗರ ಸಂಘದ ತಾಲೂಕು ಅಧ್ಯಕ್ಷ ವೀರಾಂಜನೇಯ, ಕಾರ್ಯದರ್ಶಿ ರವಿಕುಮಾರ್, ಗೌ.ಅಧ್ಯಕ್ಷ ಮಹೇಶ್, ಉಪಾಧ್ಯಕ್ಷ ಪರಮೇಶ್, ರಾಮಪ್ಪ, ರಾಜ್ಯ ಸಂಘದ ಸದಸ್ಯ ಅಶೋಕ್ ಕುಮಾರ್, ಗಂಗಾಧರಪ್ಪ, ದೇವೇಂದ್ರಪ್ಪ, ನಾರಾಯಣಪ್ಪ ಕುಮಾರ್, ರವಿ ಸೇರಿದಂತೆ ಸಮುದಾಯದ ಮುಖಂಡರು ಇದ್ದರು.: [510, 1501, 1044, 1597]
- event-date: ಸೆಪ್ಟೆಂಬರ್ 18: [1083, 849, 1157, 867]
- event-photo-figures: [305, 790, 786, 1077]
- event-date: ಸೆಪ್ಟೆಂಬರ್ 17: [1083, 796, 1157, 815]
- event-date: ಸೆಪ್ಟೆಂಬರ್ 30: [1083, 1551, 1157, 1570]
- event-date: ಸೆಪ್ಟೆಂಬರ್ 22: [1083, 1021, 1157, 1039]
- article1-col-left: [16, 152, 291, 463]
- donation-note-text: ಮಹಿಳಾ ಹೋಬಳಿಯ ಬಳ್ಳೆಕಟ್ಟೆ ಸರ್ಕಾರಿ ಹಿಂದು ಪ್ರಾಥಮಿಕ ಪಾಠಶಾಲೆಗೆ ಹಿಂದು ವಿದ್ಯಾರ್ಥಿಗಳು, ವೀಣಾಧಿ ಕೆಳಗಿನ ಗೆಳೆಯರ ಬಳಗದ ವತಿಯಿಂದ ಅಧ್ಯಕ್ಷರು ಸುಧಾರಾಣ 40 ಲೋಟಿ, ಗೌಣಬಾಯಿ, ಫೌಜಿಯಾಬಾನು 40 ಊಟದ ತಟ್ಟೆಗಳನ್ನು ಕೊಡುಗೆಯಾಗಿ ನೀಡಿದ್ದಾರೆ.: [28, 1526, 479, 1582]
- article1-lower-columns: [16, 474, 1051, 691]
- article-photographers-day: [16, 698, 1051, 1607]
- speech-columns-left: [355, 1956, 906, 2267]
- paper-name-english: Praja Mana Kannada daily: [1178, 51, 1399, 73]
- body-paragraph: ಹೆಲಿಕ್ಯಾಪ್ಟರ್ ತಯಾರಾಗಲು ಹೇಗೆ ಹಲವರ ಪರಿಶ್ರಮ ಬೇಕೋ, ಅದೇ ರೀತಿ, ಹತ್ತಾರು ಸವಾರಿ ಮಾಡುತ್ತದೆ ಎಂಬ ಅಭಿಪ್ರಾಯವನ್ನು ವ್ಯಕ್ತಪಡಿಸುತ್ತಾರೆ. ಇಂತಹ ವಿಚಾರಗಳ ವಿಚಾರ. ಸಿದ್ದಗಂಗಾ ಮಠದ ಗುರಿಯೂ ಅದೇ ಆಗಿದೆ. ಅಗತ್ಯ ಇರುವವರಿಗೆ ಶಿಕ್ಷಣ ಮಂಡಳಿ ಸದಸ್ಯರುಗಳು, ಉಪನ್ಯಾಸಕರುಗಳು ಉಪಸ್ಥಿತರಿದ್ದರು.: [799, 791, 1051, 910]
- body-paragraph: ಪಟ್ಟಣದ ಹೊರ ವಲಯದಲ್ಲಿನ ಹೇರೂರು ಶ್ರೀ ಗುರು ಸಿದ್ದರಾಮೇಶ್ವರ ಸಮುದಾಯ ಭವನದಲ್ಲಿ ತಾಲ್ಲೂಕು ಛಾಯಾಗ್ರಾಹಕರ ಸಂಘ ಆಯೋಜಿಸಿದ್ದ 186 ನೇ ವಿಶ್ವ ಛಾಯಾಗ್ರಾಹಕ ದಿನಾಚರಣೆ ಕಾರ್ಯಕ್ರಮ ಉದ್ಘಾಟಿಸಿ ಮಾತನಾಡಿದ ಅವರು, ಹಾಸ್ಯ ಚಟಾಕಿಗಳನ್ನು ಹಾರಿಸುತ್ತಾ ನೆರೆದ ಛಾಯಾಗ್ರಾಹಕರ ಮೊಗದಲ್ಲಿ ನಗು ಮೂಡಿಸಿದರು.: [16, 901, 291, 1021]
- speech-body-row: [355, 1956, 1440, 2267]
- event-row: [1079, 236, 1427, 263]
- event-date: ಸೆಪ್ಟೆಂಬರ್ 26: [1083, 1319, 1157, 1338]
- event-row: [1079, 633, 1427, 660]
- logo-part2: ಮನ: [80, 48, 119, 75]
- article1-col-right: [770, 152, 1051, 463]
- event-row: [1079, 819, 1427, 846]
- body-paragraph: ಬಾಲಕಿಯರ ವಿಭಾಗದ 100 ಮೀ. ಓಟದಲ್ಲಿ ಭೂಮಿಕಾ ಪ್ರಥಮ, ಸಹನ ದ್ವಿತೀಯ, 200 ಮೀ. ಓಟದಲ್ಲಿ ವರ್ಷ ಪ್ರಥಮ, ತೋಷಿತ್ ತೃತೀಯ, 400 ಮೀ. ಓಟದಲ್ಲಿ ಭೂಮಿಕಾ ದ್ವಿತೀಯ, ಗುಂಡು ಎಸೆತದಲ್ಲಿ ದೀಪಿಕಾ ಪ್ರಥಮ, ಸಿಂಚನ ದ್ವಿತೀಯ, ಚಕ್ರ ಎಸೆತದಲ್ಲಿ ಸಿಂಚನ ದ್ವಿತೀಯ, ಉದ್ದ ಜಿಗಿತದಲ್ಲಿ ಚೈತ್ರ ಪ್ರಥಮ, ಎತ್ತರ ಜಿಗಿತದಲ್ಲಿ ಚೈತ್ರ ಪ್ರಥಮ, ರಿಲೇ, ಖೋಖೋ ದ್ವಿತೀಯ, ಯೋಗ ಮತ್ತು ಜಾನಪದ ಪ್ರಥಮ ಸ್ಥಾನ ಪಡೆದಿದ್ದಾರೆ.: [16, 2409, 344, 2522]
- event-name: ವಿಶ್ವ ಗರ್ಭನಿರೋಧಕ ದಿನ: [1215, 1293, 1343, 1311]
- event-name: ವಿಶ್ವ ಪರಿಸರ ಆರೋಗ್ಯ ದಿನ: [1215, 1319, 1349, 1338]
- event-row: [1079, 501, 1427, 528]
- event-row: [1079, 580, 1427, 607]
- event-row: [1079, 1395, 1427, 1422]
- event-row: [1079, 1117, 1427, 1144]
- event-date: ಸೆಪ್ಟೆಂಬರ್ 26: [1083, 1200, 1157, 1219]
